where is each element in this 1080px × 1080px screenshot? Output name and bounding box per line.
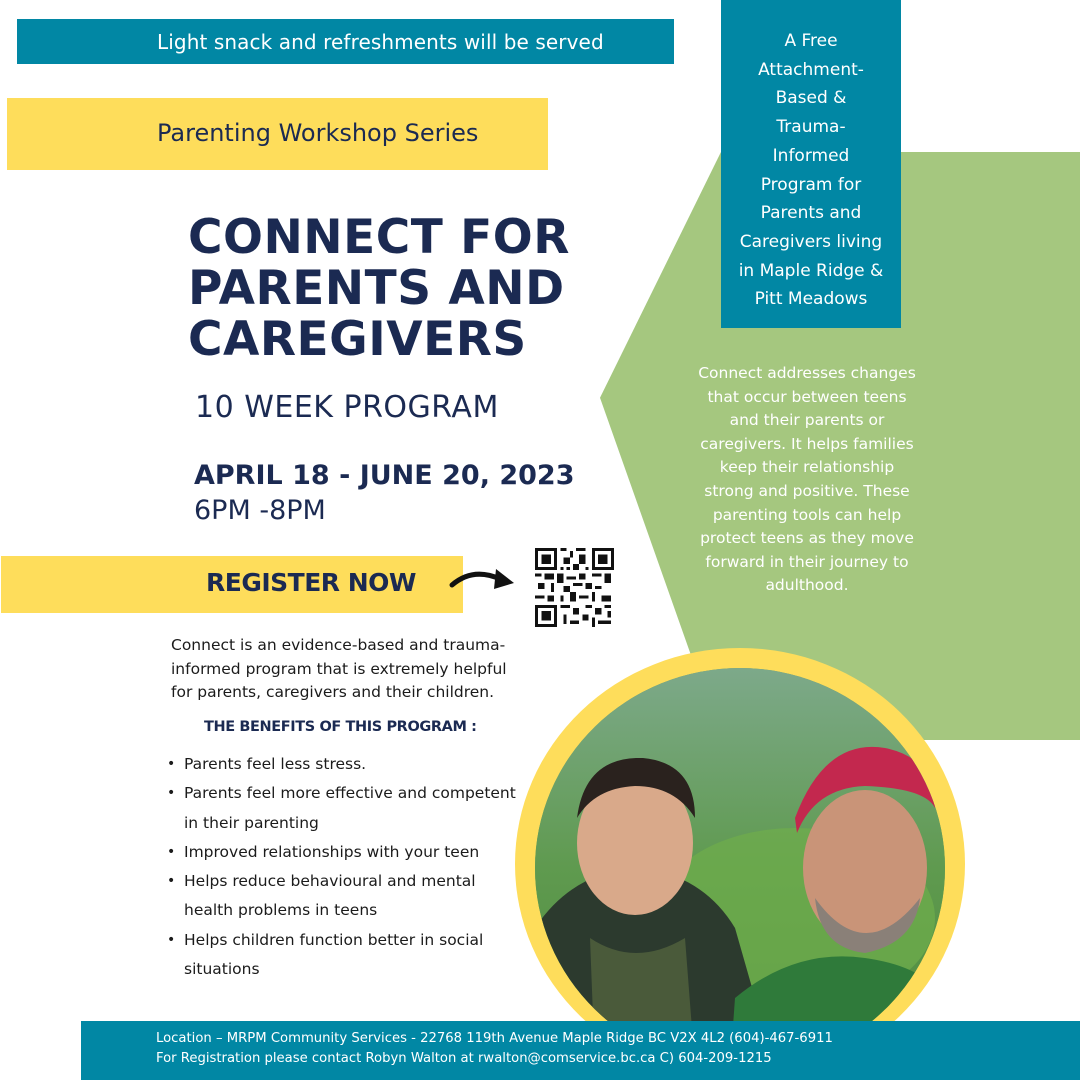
series-text: Parenting Workshop Series	[157, 119, 479, 147]
list-item: • Parents feel less stress.	[165, 750, 525, 779]
benefits-list	[165, 750, 525, 984]
list-item: • Improved relationships with your teen	[165, 838, 525, 867]
register-now-button[interactable]	[1, 556, 463, 613]
register-label: REGISTER NOW	[206, 568, 416, 597]
list-item: • Parents feel more effective and competent in their parenting	[165, 779, 525, 838]
refreshments-banner	[17, 19, 674, 64]
footer-contact-bar	[81, 1021, 1080, 1080]
program-intro: Connect is an evidence-based and trauma- informed program that is extremely helpful for parents, caregivers and their children.	[171, 636, 507, 701]
series-banner	[7, 98, 548, 170]
program-length: 10 WEEK PROGRAM	[195, 390, 499, 425]
list-item: • Helps children function better in social situations	[165, 926, 525, 985]
family-photo-illustration	[535, 668, 945, 1068]
family-photo	[535, 668, 945, 1068]
curved-arrow-right-icon	[448, 563, 518, 593]
photo-frame	[515, 648, 965, 1080]
qr-code-icon[interactable]	[535, 548, 614, 627]
program-times: 6PM -8PM	[194, 495, 326, 526]
program-info-text: A Free Attachment- Based & Trauma- Informed Program for Parents and Caregivers living in Maple Ridge & Pitt Meadows	[738, 31, 884, 310]
refreshments-text: Light snack and refreshments will be served	[157, 30, 604, 54]
page-title: CONNECT FOR PARENTS AND CAREGIVERS	[188, 210, 570, 367]
footer-registration-contact: For Registration please contact Robyn Walton at rwalton@comservice.bc.ca C) 604-209-1215	[156, 1051, 772, 1066]
footer-location: Location – MRPM Community Services - 22768 119th Avenue Maple Ridge BC V2X 4L2 (604)-467-6911	[156, 1031, 833, 1046]
program-dates: APRIL 18 - JUNE 20, 2023	[194, 460, 575, 491]
benefits-heading: THE BENEFITS OF THIS PROGRAM :	[204, 719, 477, 735]
program-info-box	[721, 0, 901, 328]
list-item: • Helps reduce behavioural and mental health problems in teens	[165, 867, 525, 926]
program-description: Connect addresses changes that occur between teens and their parents or caregivers. It helps families keep their relationship strong and positive. These parenting tools can help protect teens as they move forward in their journey to adulthood.	[698, 364, 916, 595]
